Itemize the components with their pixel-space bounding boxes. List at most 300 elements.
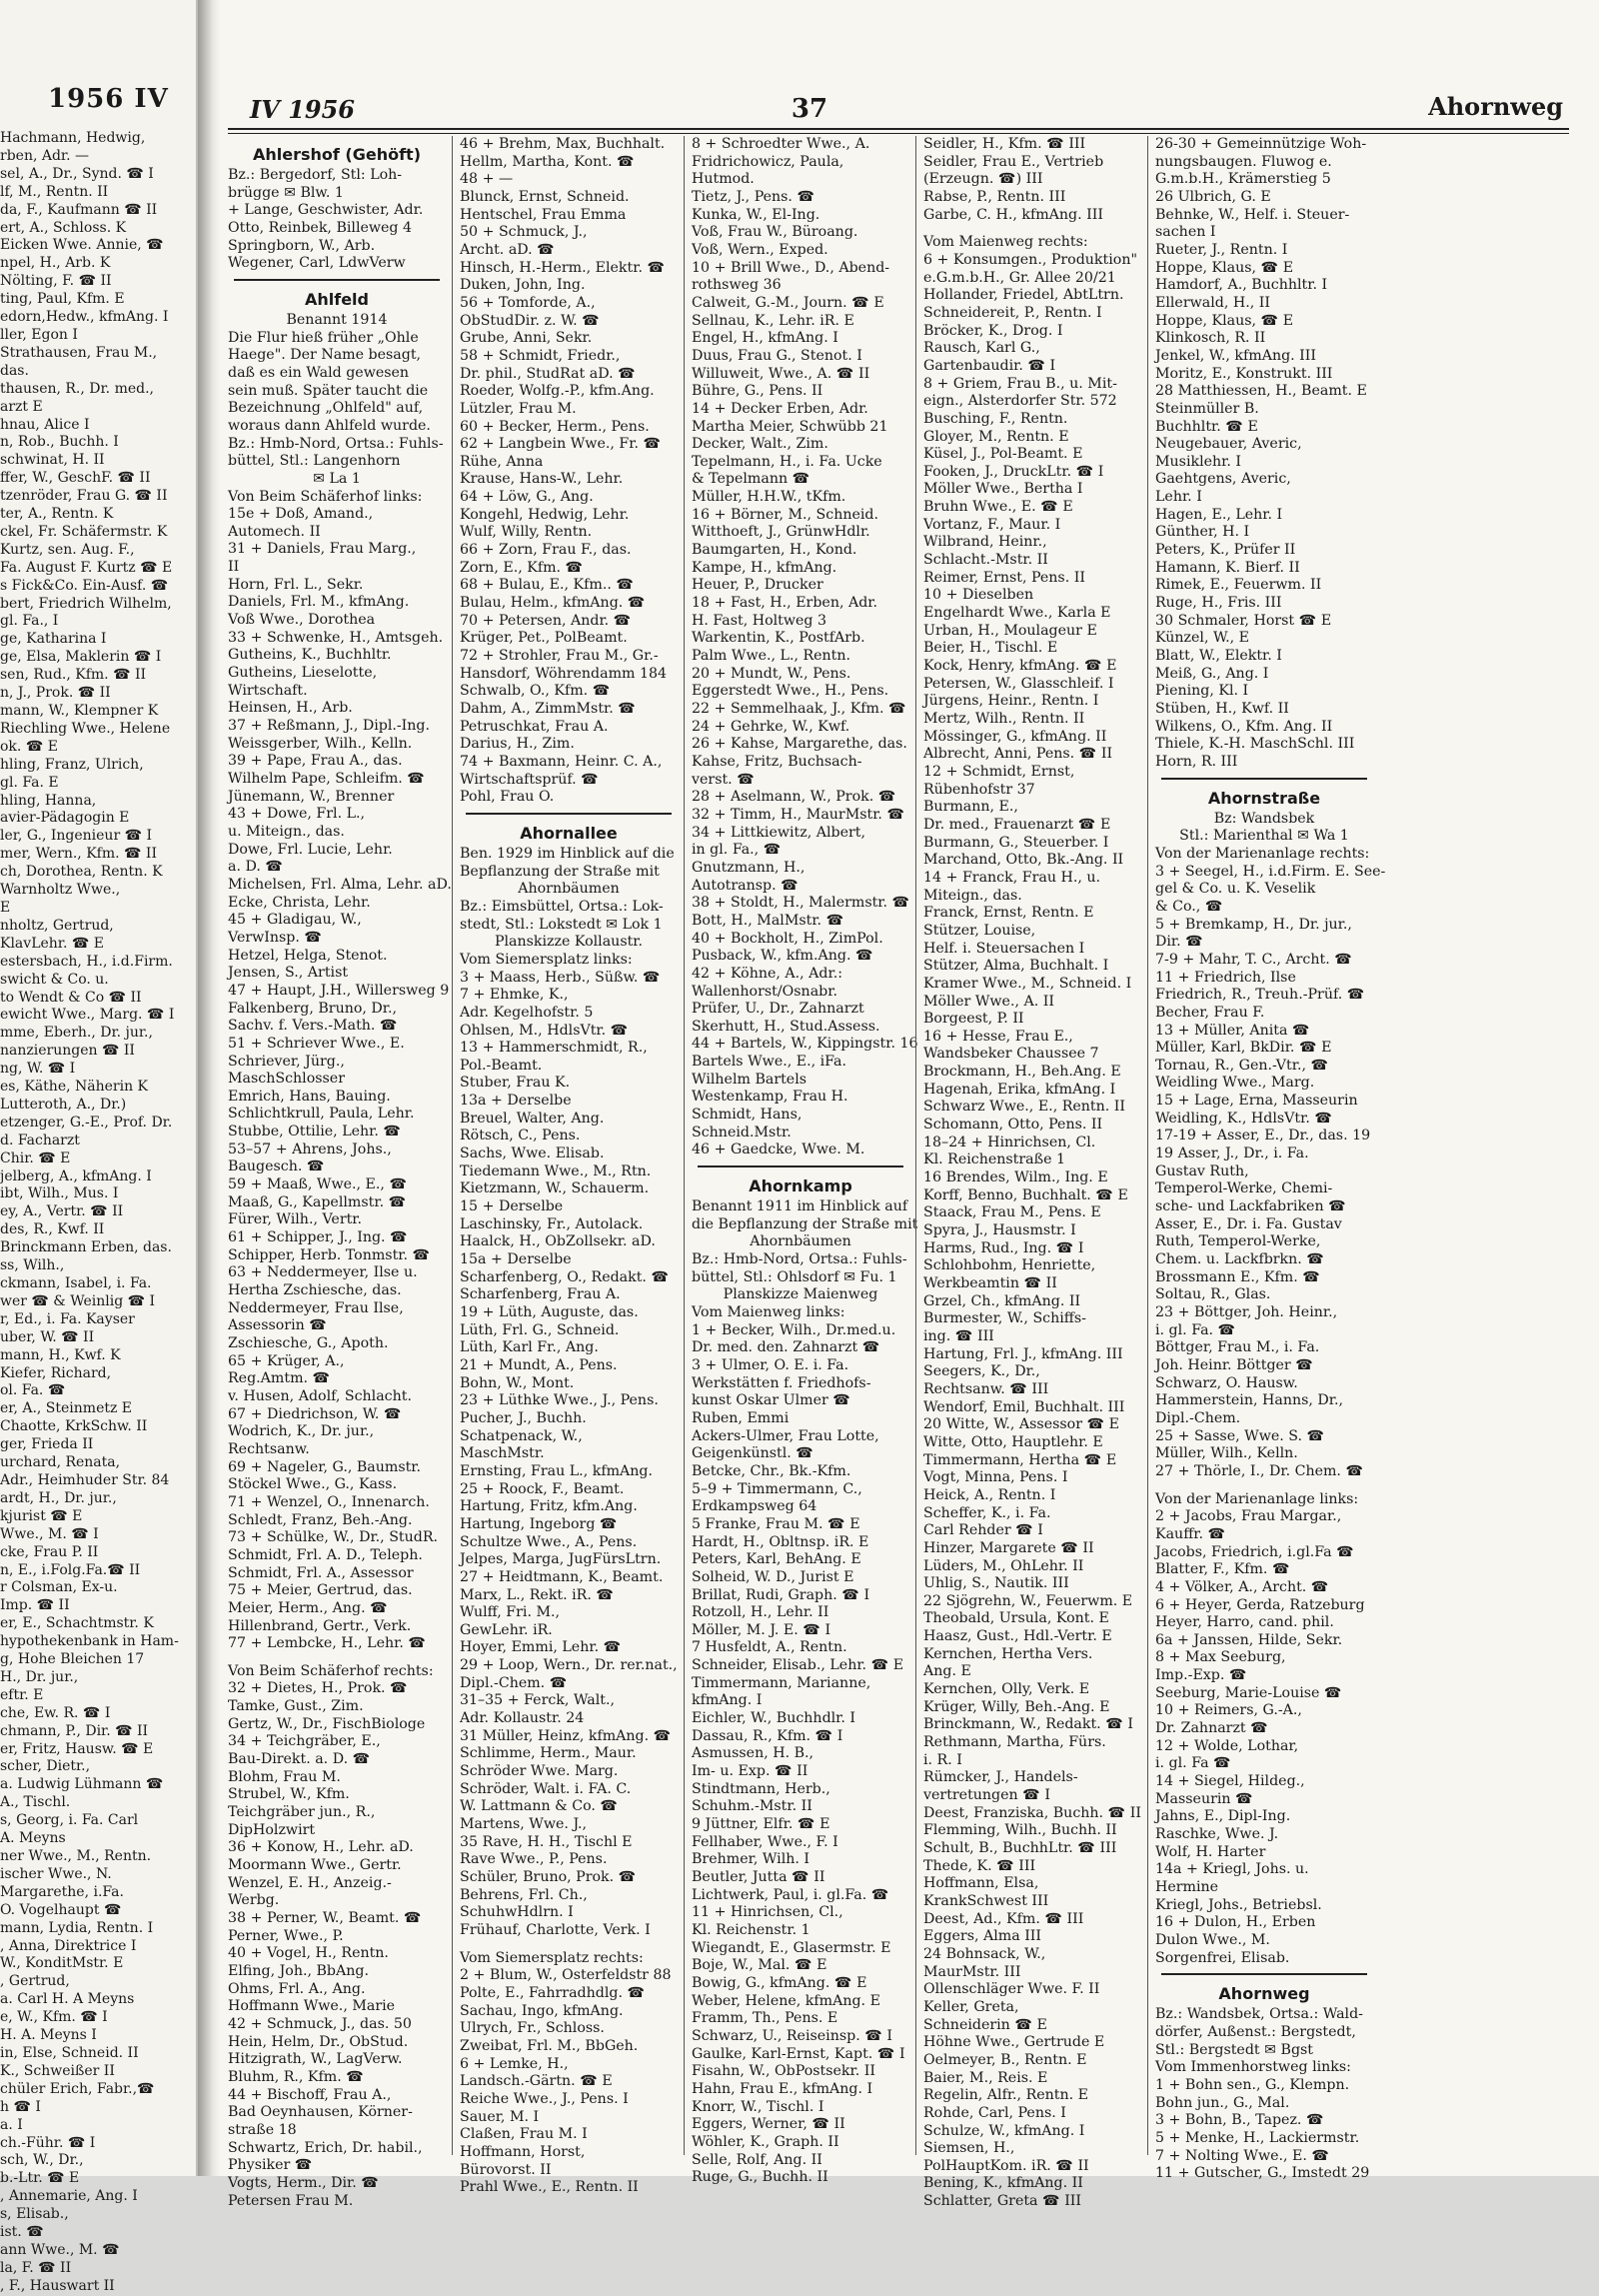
directory-entry: Pol.-Beamt. [460, 1057, 543, 1074]
directory-entry: Schneidereit, P., Rentn. I [923, 304, 1102, 321]
directory-entry: Schulze, W., kfmAng. I [923, 2122, 1085, 2139]
directory-entry: Heinsen, H., Arb. [228, 700, 353, 717]
directory-entry: kunst Oskar Ulmer ☎ [692, 1392, 850, 1409]
left-page-line: O. Vogelhaupt ☎ [0, 1901, 122, 1918]
directory-entry: Automech. II [228, 523, 321, 540]
left-page-line: urchard, Renata, [0, 1454, 121, 1471]
directory-entry: Bröcker, K., Drog. I [923, 322, 1063, 339]
directory-entry: Künzel, W., E [1155, 630, 1249, 647]
directory-entry: Carl Rehder ☎ I [923, 1522, 1043, 1539]
column-divider [684, 136, 685, 2155]
left-page-line: kjurist ☎ E [0, 1507, 83, 1524]
directory-entry: Gutheins, K., Buchhltr. [228, 647, 392, 664]
directory-entry: Meiß, G., Ang. I [1155, 665, 1269, 682]
directory-entry: Chem. u. Lackfbrkn. ☎ [1155, 1251, 1324, 1268]
directory-entry: Beier, H., Tischl. E [923, 640, 1058, 657]
directory-entry: 23 + Lüthke Wwe., J., Pens. [460, 1392, 659, 1409]
directory-entry: 29 + Loop, Wern., Dr. rer.nat., [460, 1657, 678, 1674]
directory-entry: Müller, Wilh., Kelln. [1155, 1445, 1298, 1462]
directory-entry: Ruge, H., Fris. III [1155, 595, 1282, 612]
directory-entry: Hartung, Fritz, kfm.Ang. [460, 1498, 638, 1515]
left-page-line: mme, Eberh., Dr. jur., [0, 1025, 153, 1042]
directory-entry: Ohms, Frl. A., Ang. [228, 1980, 366, 1997]
left-page-line: da, F., Kaufmann ☎ II [0, 201, 158, 218]
directory-entry: Kramer Wwe., M., Schneid. I [923, 975, 1132, 992]
directory-entry: Soltau, R., Glas. [1155, 1286, 1271, 1303]
directory-entry: Beutler, Jutta ☎ II [692, 1869, 825, 1885]
directory-entry: Prüfer, U., Dr., Zahnarzt [692, 1001, 864, 1018]
left-page-line: KlavLehr. ☎ E [0, 935, 104, 952]
directory-entry: Kampe, H., kfmAng. [692, 559, 837, 576]
directory-entry: Perner, Wwe., P. [228, 1927, 344, 1944]
directory-entry: Thiele, K.-H. MaschSchl. III [1155, 736, 1355, 753]
directory-entry: 67 + Diedrichson, W. ☎ [228, 1405, 402, 1422]
left-page-line: mann, H., Kwf. K [0, 1346, 121, 1363]
directory-entry: Von der Marienanlage links: [1155, 1490, 1359, 1507]
directory-entry: Scharfenberg, Frau A. [460, 1286, 621, 1303]
directory-entry: Dr. med. den. Zahnarzt ☎ [692, 1339, 880, 1356]
directory-entry: Rechtsanw. ☎ III [923, 1380, 1049, 1397]
left-page-line: gl. Fa., I [0, 613, 59, 630]
directory-entry: 8 + Schroedter Wwe., A. [692, 136, 870, 152]
directory-entry: GewLehr. iR. [460, 1621, 553, 1638]
directory-entry: 19 + Lüth, Auguste, das. [460, 1304, 639, 1320]
directory-entry: Friedrich, R., Treuh.-Prüf. ☎ [1155, 987, 1365, 1004]
directory-entry: Krause, Hans-W., Lehr. [460, 471, 624, 488]
directory-entry: + Lange, Geschwister, Adr. [228, 202, 424, 219]
directory-entry: Krüger, Willy, Beh.-Ang. E [923, 1698, 1110, 1715]
directory-entry: Wandsbeker Chaussee 7 [923, 1046, 1099, 1063]
section-gap [228, 1653, 446, 1663]
left-page-line: Warnholtz Wwe., [0, 882, 121, 899]
directory-entry: Becher, Frau F. [1155, 1004, 1265, 1021]
directory-entry: Seegers, K., Dr., [923, 1363, 1040, 1380]
directory-entry: Kriegl, Johs., Betriebsl. [1155, 1896, 1322, 1913]
left-page-line: ler, G., Ingenieur ☎ I [0, 828, 153, 845]
directory-entry: Hahn, Frau E., kfmAng. I [692, 2080, 873, 2097]
directory-entry: 75 + Meier, Gertrud, das. [228, 1582, 413, 1599]
section-gap [923, 224, 1141, 234]
directory-entry: Werkstätten f. Friedhofs- [692, 1374, 871, 1391]
directory-entry: Eggerstedt Wwe., H., Pens. [692, 683, 889, 700]
directory-entry: Heyer, Harro, cand. phil. [1155, 1614, 1334, 1631]
directory-entry: II [228, 559, 240, 576]
directory-entry: Wendorf, Emil, Buchhalt. III [923, 1398, 1125, 1415]
directory-entry: Schwartz, Erich, Dr. habil., [228, 2139, 423, 2156]
directory-entry: Stützer, Louise, [923, 922, 1036, 939]
directory-entry: Bohn, W., Mont. [460, 1374, 575, 1391]
directory-entry: 19 Asser, J., Dr., i. Fa. [1155, 1146, 1309, 1162]
directory-entry: Weissgerber, Wilh., Kelln. [228, 735, 413, 752]
left-page-line: nholtz, Gertrud, [0, 917, 114, 934]
left-page-line: ckmann, Isabel, i. Fa. [0, 1275, 152, 1291]
directory-entry: Günther, H. I [1155, 524, 1250, 541]
directory-column-4 [923, 136, 1141, 2210]
directory-entry: Sachv. f. Vers.-Math. ☎ [228, 1018, 398, 1035]
left-page-line: arzt E [0, 398, 43, 415]
directory-entry: Teichgräber jun., R., [228, 1804, 376, 1821]
left-page-line: thausen, R., Dr. med., [0, 380, 154, 397]
directory-entry: Albrecht, Anni, Pens. ☎ II [923, 746, 1113, 763]
directory-entry: Bad Oeynhausen, Körner- [228, 2104, 413, 2121]
directory-entry: 31 Müller, Heinz, kfmAng. ☎ [460, 1727, 672, 1744]
directory-entry: Steinmüller B. [1155, 400, 1259, 417]
directory-entry: Böttger, Frau M., i. Fa. [1155, 1339, 1320, 1356]
directory-entry: Werkbeamtin ☎ II [923, 1275, 1057, 1291]
directory-entry: 74 + Baxmann, Heinr. C. A., [460, 753, 663, 770]
directory-entry: Martha Meier, Schwübb 21 [692, 418, 888, 435]
directory-entry: Dipl.-Chem. ☎ [460, 1674, 568, 1691]
directory-entry: Dassau, R., Kfm. ☎ I [692, 1727, 843, 1744]
left-page-line: A. Meyns [0, 1830, 66, 1847]
directory-entry: 14a + Kriegl, Johs. u. [1155, 1861, 1309, 1878]
directory-entry: 4 + Völker, A., Archt. ☎ [1155, 1578, 1329, 1595]
directory-entry: 2 + Jacobs, Frau Margar., [1155, 1508, 1342, 1525]
directory-entry: Witte, Otto, Hauptlehr. E [923, 1433, 1103, 1450]
directory-entry: Schmidt, Frl. A., Assessor [228, 1564, 414, 1581]
directory-entry: Lüders, M., OhLehr. II [923, 1557, 1084, 1574]
directory-entry: 62 + Langbein Wwe., Fr. ☎ [460, 436, 662, 453]
left-page-line: ckel, Fr. Schäfermstr. K [0, 523, 168, 540]
directory-entry: kfmAng. I [692, 1692, 763, 1709]
street-heading: Ahlfeld [304, 289, 369, 309]
directory-entry: Vogts, Herm., Dir. ☎ [228, 2174, 379, 2191]
directory-entry: 63 + Neddermeyer, Ilse u. [228, 1264, 418, 1281]
directory-entry: 36 + Konow, H., Lehr. aD. [228, 1839, 414, 1856]
directory-entry: Kernchen, Hertha Vers. [923, 1645, 1093, 1662]
directory-entry: ✉ La 1 [313, 470, 361, 487]
directory-entry: Gertz, W., Dr., FischBiologe [228, 1715, 426, 1732]
left-page-line: chüler Erich, Fabr.,☎ [0, 2080, 155, 2097]
directory-entry: Miteign., das. [923, 887, 1022, 904]
directory-entry: Hagen, E., Lehr. I [1155, 506, 1283, 523]
directory-entry: Möller Wwe., Bertha I [923, 481, 1083, 498]
directory-entry: 68 + Bulau, E., Kfm.. ☎ [460, 577, 635, 594]
directory-entry: Schlacht.-Mstr. II [923, 552, 1048, 569]
left-page-line: schwinat, H. II [0, 452, 105, 469]
directory-entry: Staack, Frau M., Pens. E [923, 1204, 1101, 1221]
directory-entry: Reimer, Ernst, Pens. II [923, 569, 1085, 586]
directory-entry: Jürgens, Heinr., Rentn. I [923, 693, 1099, 710]
directory-entry: Hamdorf, A., Buchhltr. I [1155, 277, 1328, 294]
directory-entry: 61 + Schipper, J., Ing. ☎ [228, 1229, 408, 1246]
directory-entry: Vom Siemersplatz links: [460, 951, 633, 968]
directory-entry: Lichtwerk, Paul, i. gl.Fa. ☎ [692, 1886, 889, 1903]
directory-entry: Kauffr. ☎ [1155, 1525, 1226, 1542]
directory-entry: Hammerstein, Hanns, Dr., [1155, 1392, 1344, 1409]
directory-entry: Brehmer, Wilh. I [692, 1851, 810, 1868]
directory-entry: woraus dann Ahlfeld wurde. [228, 417, 431, 434]
directory-entry: 22 Sjögrehn, W., Feuerwm. E [923, 1592, 1133, 1609]
directory-entry: Fellhaber, Wwe., F. I [692, 1833, 838, 1850]
directory-entry: 6 + Konsumgen., Produktion" [923, 251, 1137, 268]
directory-entry: & Co., ☎ [1155, 898, 1223, 915]
left-page-line: h ☎ I [0, 2098, 41, 2115]
directory-entry: Darius, H., Zim. [460, 736, 575, 753]
directory-entry: 34 + Teichgräber, E., [228, 1733, 381, 1750]
directory-entry: Witthoeft, J., GrünwHdlr. [692, 524, 870, 541]
directory-entry: Westenkamp, Frau H. [692, 1089, 848, 1106]
directory-entry: Schultze Wwe., A., Pens. [460, 1533, 638, 1550]
left-page-line: ewicht Wwe., Marg. ☎ I [0, 1007, 175, 1024]
directory-entry: Burmann, E., [923, 799, 1018, 816]
directory-entry: Von Beim Schäferhof rechts: [228, 1662, 434, 1679]
left-page-line: es, Käthe, Näherin K [0, 1079, 148, 1096]
left-page-line: sen, Rud., Kfm. ☎ II [0, 667, 147, 684]
directory-entry: Baumgarten, H., Kond. [692, 542, 857, 559]
directory-entry: Horn, R. III [1155, 753, 1238, 770]
directory-entry: Frühauf, Charlotte, Verk. I [460, 1921, 651, 1938]
directory-entry: Dulon Wwe., M. [1155, 1931, 1270, 1948]
left-page-line: ting, Paul, Kfm. E [0, 291, 125, 308]
directory-entry: Hoffmann, Horst, [460, 2143, 586, 2160]
directory-entry: KrankSchwest III [923, 1892, 1049, 1909]
left-page-line: ner Wwe., M., Rentn. [0, 1848, 152, 1864]
directory-entry: Schwarz, O. Hausw. [1155, 1374, 1298, 1391]
directory-entry: Laschinsky, Fr., Autolack. [460, 1215, 644, 1232]
directory-entry: sche- und Lackfabriken ☎ [1155, 1198, 1346, 1215]
directory-entry: Blatter, F., Kfm. ☎ [1155, 1561, 1290, 1578]
directory-entry: Tietz, J., Pens. ☎ [692, 188, 815, 205]
directory-entry: Eggers, Werner, ☎ II [692, 2116, 845, 2133]
left-page-line: bert, Friedrich Wilhelm, [0, 595, 172, 612]
street-heading: Ahornkamp [749, 1176, 852, 1196]
left-page-line: Margarethe, i.Fa. [0, 1883, 124, 1900]
left-page-line: mann, W., Klempner K [0, 703, 159, 719]
directory-entry: gel & Co. u. K. Veselik [1155, 881, 1316, 898]
directory-entry: Theobald, Ursula, Kont. E [923, 1610, 1109, 1627]
directory-entry: ObStudDir. z. W. ☎ [460, 312, 600, 329]
directory-entry: Musiklehr. I [1155, 453, 1241, 470]
directory-entry: Hitzigrath, W., LagVerw. [228, 2051, 403, 2068]
directory-entry: Sachau, Ingo, kfmAng. [460, 2002, 624, 2019]
directory-entry: Zweibat, Frl. M., BbGeh. [460, 2037, 639, 2054]
directory-entry: Petersen Frau M. [228, 2192, 354, 2209]
directory-entry: Urban, H., Moulageur E [923, 622, 1097, 639]
left-page-line: des, R., Kwf. II [0, 1221, 105, 1238]
directory-entry: rothsweg 36 [692, 277, 782, 294]
directory-entry: Sachs, Wwe. Elisab. [460, 1146, 605, 1162]
directory-entry: Peters, Karl, BehAng. E [692, 1551, 861, 1568]
directory-entry: Dr. Zahnarzt ☎ [1155, 1720, 1268, 1737]
directory-entry: Klinkosch, R. II [1155, 330, 1266, 347]
directory-entry: 31 + Daniels, Frau Marg., [228, 541, 417, 558]
directory-entry: Wulff, Fri. M., [460, 1604, 561, 1621]
directory-entry: 15 + Lage, Erna, Masseurin [1155, 1093, 1358, 1110]
directory-entry: Gaehtgens, Averic, [1155, 471, 1291, 488]
directory-entry: Behrens, Frl. Ch., [460, 1886, 588, 1903]
column-divider [452, 136, 453, 2155]
directory-entry: Küsel, J., Pol-Beamt. E [923, 446, 1083, 463]
directory-entry: 6a + Janssen, Hilde, Sekr. [1155, 1631, 1343, 1648]
directory-entry: 10 + Dieselben [923, 587, 1034, 604]
directory-entry: Rausch, Karl G., [923, 340, 1040, 357]
directory-entry: 12 + Schmidt, Ernst, [923, 763, 1075, 780]
directory-entry: Gutheins, Lieselotte, [228, 665, 378, 682]
left-page-line: la, F. ☎ II [0, 2259, 72, 2276]
directory-entry: Keller, Greta, [923, 1998, 1019, 2015]
directory-entry: 35 Rave, H. H., Tischl E [460, 1833, 633, 1850]
directory-entry: Kunka, W., El-Ing. [692, 206, 820, 223]
directory-entry: W. Lattmann & Co. ☎ [460, 1798, 619, 1815]
left-page-line: n, E., i.Folg.Fa.☎ II [0, 1561, 141, 1578]
directory-entry: Hoffmann, Elsa, [923, 1875, 1039, 1892]
directory-entry: Vogt, Minna, Pens. I [923, 1469, 1068, 1486]
left-page-line: , Gertrud, [0, 1973, 70, 1990]
directory-entry: SchuhwHdlrn. I [460, 1904, 574, 1921]
directory-entry: Borgeest, P. II [923, 1011, 1024, 1028]
directory-entry: Wilbrand, Heinr., [923, 534, 1047, 551]
directory-entry: Wilhelm Pape, Schleifm. ☎ [228, 771, 425, 787]
directory-entry: 11 + Friedrich, Ilse [1155, 969, 1296, 986]
directory-entry: Hein, Helm, Dr., ObStud. [228, 2033, 409, 2050]
directory-entry: verst. ☎ [692, 771, 755, 788]
left-page-line: ch.-Führ. ☎ I [0, 2134, 96, 2151]
left-page-line: ibt, Wilh., Mus. I [0, 1185, 119, 1202]
directory-entry: eign., Alsterdorfer Str. 572 [923, 393, 1117, 410]
directory-entry: Stl.: Marienthal ✉ Wa 1 [1179, 828, 1349, 845]
directory-entry: Otto, Reinbek, Billeweg 4 [228, 219, 413, 236]
left-page-line: d. Facharzt [0, 1132, 80, 1148]
directory-entry: MaschSchlosser [228, 1071, 345, 1088]
header-rule [228, 128, 1569, 134]
left-page-line: s, Elisab., [0, 2206, 69, 2223]
left-page-line: ge, Katharina I [0, 631, 107, 648]
directory-entry: Bowig, G., kfmAng. ☎ E [692, 1974, 867, 1991]
directory-entry: 28 Matthiessen, H., Beamt. E [1155, 383, 1367, 400]
directory-entry: 66 + Zorn, Frau F., das. [460, 542, 632, 559]
directory-entry: 7-9 + Mahr, T. C., Archt. ☎ [1155, 951, 1352, 968]
directory-entry: Vom Maienweg rechts: [923, 234, 1088, 251]
left-page-line: K., Schweißer II [0, 2062, 115, 2079]
directory-entry: 23 + Böttger, Joh. Heinr., [1155, 1304, 1338, 1320]
directory-entry: i. gl. Fa ☎ [1155, 1755, 1231, 1772]
directory-entry: 5 + Menke, H., Lackiermstr. [1155, 2129, 1360, 2146]
directory-entry: 59 + Maaß, Wwe., E., ☎ [228, 1176, 408, 1193]
directory-entry: Mössinger, G., kfmAng. II [923, 728, 1107, 745]
directory-entry: 72 + Strohler, Frau M., Gr.- [460, 648, 659, 665]
directory-entry: Planskizze Kollaustr. [494, 934, 644, 951]
column-divider [915, 136, 916, 2155]
directory-entry: Meier, Herm., Ang. ☎ [228, 1599, 388, 1616]
directory-entry: Stüben, H., Kwf. II [1155, 701, 1289, 717]
directory-entry: Rümcker, J., Handels- [923, 1769, 1078, 1786]
directory-entry: Rimek, E., Feuerwm. II [1155, 577, 1322, 594]
directory-entry: Hansdorf, Wöhrendamm 184 [460, 665, 668, 682]
directory-entry: 13a + Derselbe [460, 1093, 572, 1110]
left-page-line: ok. ☎ E [0, 738, 58, 755]
directory-entry: 5–9 + Timmermann, C., [692, 1480, 862, 1497]
page-number: 37 [791, 94, 828, 124]
directory-entry: Wirtschaft. [228, 682, 308, 699]
directory-entry: Bluhm, R., Kfm. ☎ [228, 2068, 364, 2085]
directory-entry: in gl. Fa., ☎ [692, 842, 782, 859]
directory-entry: Bulau, Helm., kfmAng. ☎ [460, 595, 646, 612]
left-page-line: H. A. Meyns I [0, 2027, 97, 2044]
left-page-line: hling, Hanna, [0, 792, 97, 809]
directory-entry: Brinckmann, W., Redakt. ☎ I [923, 1716, 1133, 1733]
left-page-line: estersbach, H., i.d.Firm. [0, 953, 173, 970]
directory-entry: Schledt, Franz, Beh.-Ang. [228, 1511, 413, 1528]
directory-entry: Asmussen, H. B., [692, 1745, 814, 1762]
directory-entry: Falkenberg, Bruno, Dr., [228, 1000, 398, 1017]
directory-entry: 24 Bohnsack, W., [923, 1945, 1046, 1962]
column-divider [1147, 136, 1148, 2155]
left-page-line: Kiefer, Richard, [0, 1364, 112, 1381]
directory-entry: Piening, Kl. I [1155, 683, 1249, 700]
directory-entry: 47 + Haupt, J.H., Willersweg 9 [228, 982, 450, 999]
left-page-line: swicht & Co. u. [0, 971, 109, 988]
directory-entry: e.G.m.b.H., Gr. Allee 20/21 [923, 269, 1116, 286]
directory-entry: Vom Immenhorstweg links: [1155, 2059, 1351, 2076]
directory-entry: Burmann, G., Steuerber. I [923, 834, 1109, 851]
directory-entry: Ahornbäumen [518, 881, 620, 898]
directory-entry: Harms, Rud., Ing. ☎ I [923, 1239, 1084, 1256]
directory-entry: 1 + Becker, Wilh., Dr.med.u. [692, 1321, 896, 1338]
directory-entry: Benannt 1911 im Hinblick auf [692, 1198, 908, 1215]
directory-entry: Rethmann, Martha, Fürs. [923, 1734, 1106, 1751]
directory-entry: Vom Maienweg links: [692, 1304, 845, 1320]
directory-entry: Bott, H., MalMstr. ☎ [692, 912, 844, 929]
directory-entry: Müller, Karl, BkDir. ☎ E [1155, 1040, 1332, 1057]
directory-entry: Wallenhorst/Osnabr. [692, 983, 837, 1000]
directory-entry: Ahornbäumen [750, 1233, 851, 1250]
directory-entry: Von Beim Schäferhof links: [228, 488, 423, 505]
directory-entry: Pohl, Frau O. [460, 789, 555, 806]
directory-entry: 42 + Schmuck, J., das. 50 [228, 2015, 412, 2032]
directory-entry: Strubel, W., Kfm. [228, 1786, 350, 1803]
directory-entry: Gnutzmann, H., [692, 859, 805, 876]
directory-entry: Hoppe, Klaus, ☎ E [1155, 259, 1294, 276]
directory-entry: 6 + Heyer, Gerda, Ratzeburg [1155, 1596, 1365, 1613]
directory-entry: 37 + Reßmann, J., Dipl.-Ing. [228, 718, 431, 735]
directory-entry: Moritz, E., Konstrukt. III [1155, 365, 1333, 382]
directory-entry: Fisahn, W., ObPostsekr. II [692, 2063, 875, 2080]
directory-entry: Planskizze Maienweg [723, 1286, 878, 1303]
directory-entry: Jahns, E., Dipl-Ing. [1155, 1808, 1291, 1825]
directory-entry: Adr. Kegelhofstr. 5 [460, 1004, 594, 1021]
directory-entry: Zorn, E., Kfm. ☎ [460, 559, 584, 576]
directory-entry: Gustav Ruth, [1155, 1162, 1249, 1179]
left-page-line: Hachmann, Hedwig, [0, 130, 146, 146]
directory-entry: Müller, H.H.W., tKfm. [692, 489, 846, 506]
directory-entry: 3 + Maass, Herb., Süßw. ☎ [460, 969, 661, 986]
left-page-line: ss, Wilh., [0, 1257, 65, 1274]
directory-entry: Bartels Wwe., E., iFa. [692, 1054, 847, 1071]
directory-entry: sein muß. Später taucht die [228, 382, 429, 399]
directory-entry: Schneid.Mstr. [692, 1124, 792, 1141]
left-page-line: Wwe., M. ☎ I [0, 1525, 99, 1542]
directory-entry: die Bepflanzung der Straße mit [692, 1215, 918, 1232]
left-page-line: Eicken Wwe. Annie, ☎ [0, 237, 164, 254]
directory-entry: Bz.: Hmb-Nord, Ortsa.: Fuhls- [228, 435, 444, 452]
directory-entry: (Erzeugn. ☎) III [923, 171, 1043, 188]
directory-entry: Bz: Wandsbek [1213, 810, 1315, 827]
directory-entry: Timmermann, Hertha ☎ E [923, 1451, 1117, 1468]
directory-entry: Lützler, Frau M. [460, 400, 577, 417]
directory-entry: MaschMstr. [460, 1445, 545, 1462]
directory-entry: Schlatter, Greta ☎ III [923, 2193, 1082, 2210]
directory-entry: 13 + Hammerschmidt, R., [460, 1040, 648, 1057]
directory-entry: 40 + Vogel, H., Rentn. [228, 1945, 389, 1962]
left-page-line: ey, A., Vertr. ☎ II [0, 1203, 124, 1220]
directory-entry: Schwarz Wwe., E., Rentn. II [923, 1099, 1125, 1116]
directory-entry: 14 + Franck, Frau H., u. [923, 869, 1101, 886]
street-heading: Ahornstraße [1207, 788, 1321, 808]
directory-entry: Springborn, W., Arb. [228, 237, 376, 254]
left-page-line: das. [0, 362, 29, 379]
street-heading: Ahornallee [520, 823, 618, 843]
